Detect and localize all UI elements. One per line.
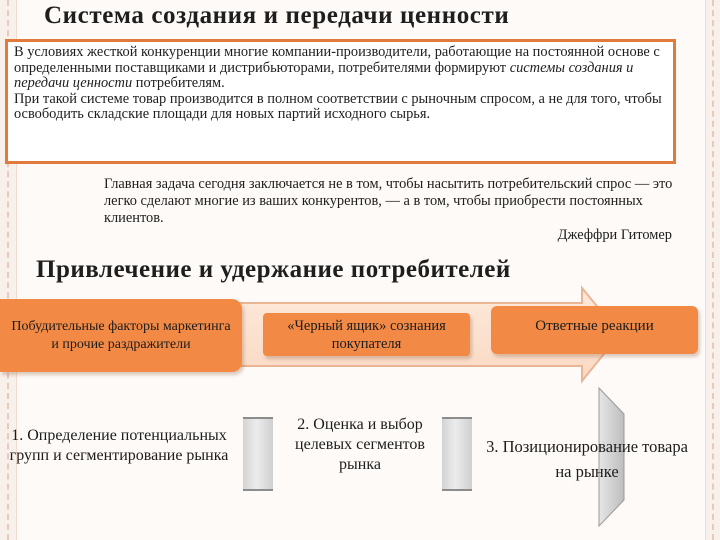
intro-emphasis: системы создания и передачи ценности [14, 59, 634, 91]
step-2-targeting: 2. Оценка и выбор целевых сегментов рынка [295, 416, 425, 473]
reactions-box [491, 306, 698, 354]
step-separator-1 [243, 417, 273, 491]
step-1-segmentation: 1. Определение потенциальных групп и сегментирование рынка [9, 427, 229, 464]
reactions-label: Ответные реакции [535, 318, 654, 334]
step-3-positioning: 3. Позиционирование товара на рынке [486, 437, 688, 481]
quote-text: Главная задача сегодня заключается не в том, чтобы насытить потребительский спрос — это легко сделают многие из ваших конкурентов, — а в том, чтобы приобрести постоянных клиентов. [104, 176, 673, 226]
factors-box [0, 299, 242, 372]
quote-author: Джеффри Гитомер [557, 227, 672, 243]
intro-paragraph-2: При такой системе товар производится в полном соответствии с рыночным спросом, а не для того, чтобы освободить складские площади для новых партий исходного сырья. [14, 90, 662, 122]
factors-label: Побудительные факторы маркетинга и прочие раздражители [11, 318, 231, 352]
black-box-box [263, 313, 470, 356]
section-subtitle: Привлечение и удержание потребителей [36, 256, 511, 283]
slide-title: Система создания и передачи ценности [44, 2, 510, 29]
black-box-label: «Черный ящик» сознания покупателя [287, 317, 446, 352]
intro-text-end: потребителям. [132, 75, 225, 91]
step-separator-2 [442, 417, 472, 491]
intro-text: В условиях жесткой конкуренции многие компании-производители, работающие на постоянной основе с определенными поставщиками и дистрибьюторами, потребителями формируют [14, 44, 660, 76]
